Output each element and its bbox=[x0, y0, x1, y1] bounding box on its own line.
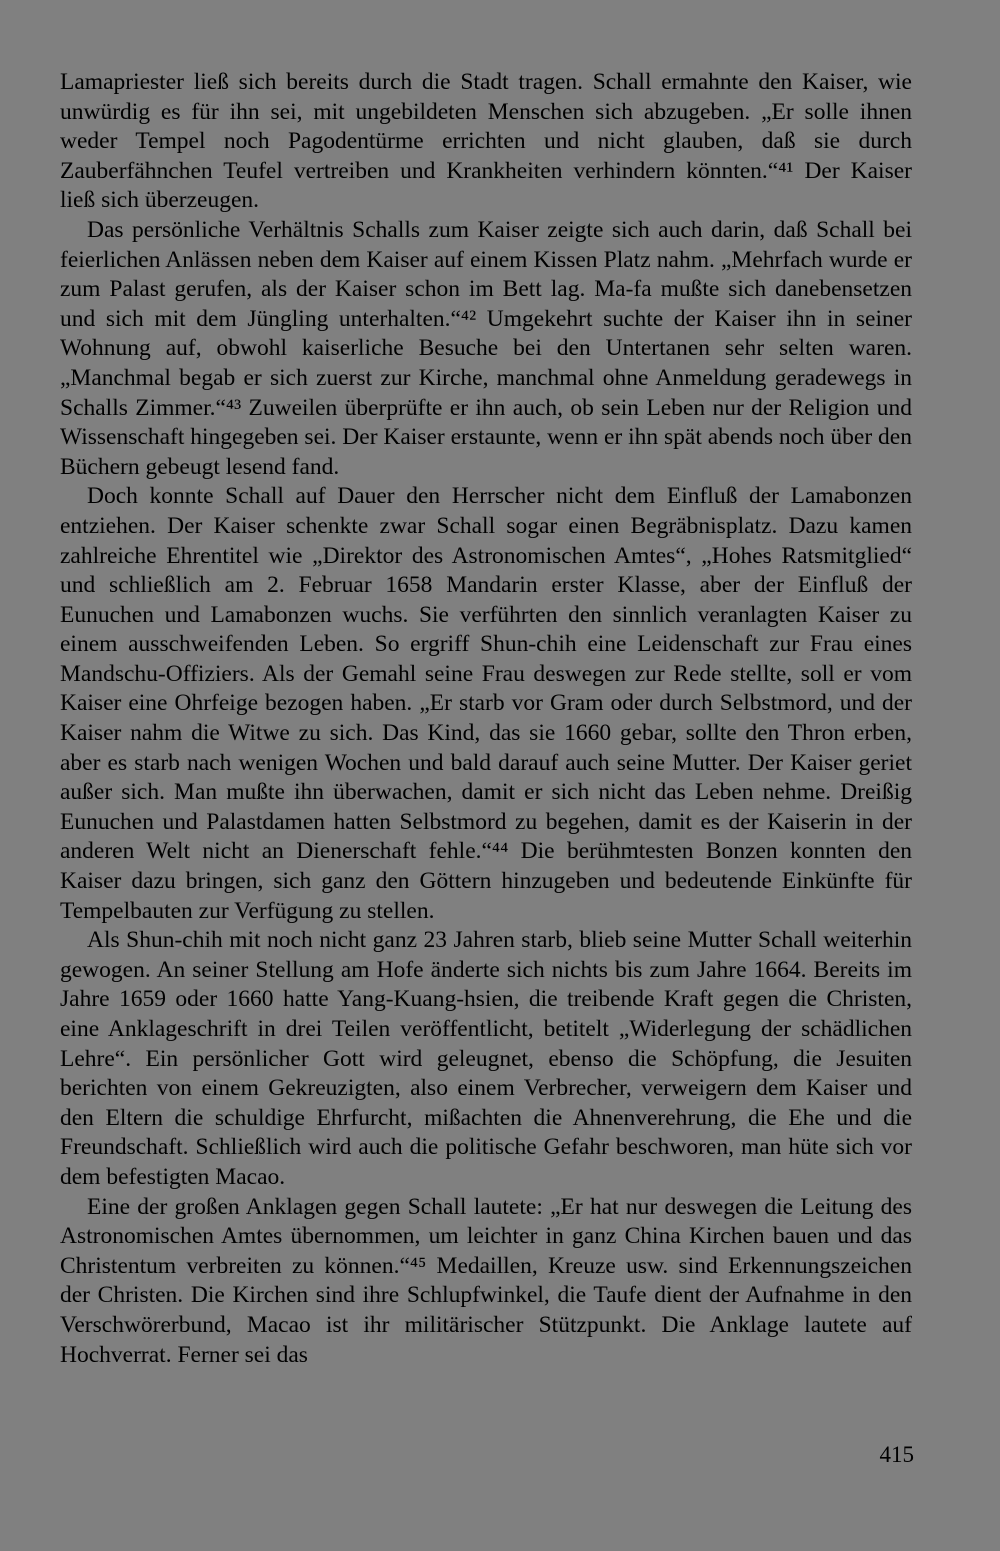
paragraph-4: Als Shun-chih mit noch nicht ganz 23 Jahren starb, blieb seine Mutter Schall weiterhin gewogen. An seiner Stellung am Hofe änderte sich nichts bis zum Jahre 1664. Bereits im Jahre 1659 oder 1660 hatte Yang-Kuang-hsien, die treibende Kraft gegen die Christen, eine Anklageschrift in drei Teilen veröffentlicht, betitelt „Widerlegung der schädlichen Lehre“. Ein persönlicher Gott wird geleugnet, ebenso die Schöpfung, die Jesuiten berichten von einem Gekreuzigten, also einem Verbrecher, verweigern dem Kaiser und den Eltern die schuldige Ehrfurcht, mißachten die Ahnenverehrung, die Ehe und die Freundschaft. Schließlich wird auch die politische Gefahr beschworen, man hüte sich vor dem befestigten Macao. bbox=[60, 927, 912, 1190]
page-number: 415 bbox=[879, 1442, 914, 1467]
paragraph-1: Lamapriester ließ sich bereits durch die Stadt tragen. Schall ermahnte den Kaiser, wie unwürdig es für ihn sei, mit ungebildeten Menschen sich abzugeben. „Er solle ihnen weder Tempel noch Pagodentürme errichten und nicht glauben, daß sie durch Zauberfähnchen Teufel vertreiben und Krankheiten verhindern könnten.“⁴¹ Der Kaiser ließ sich überzeugen. bbox=[60, 69, 912, 214]
paragraph-2: Das persönliche Verhältnis Schalls zum Kaiser zeigte sich auch darin, daß Schall bei feierlichen Anlässen neben dem Kaiser auf einem Kissen Platz nahm. „Mehrfach wurde er zum Palast gerufen, als der Kaiser schon im Bett lag. Ma-fa mußte sich danebensetzen und sich mit dem Jüngling unterhalten.“⁴² Umgekehrt suchte der Kaiser ihn in seiner Wohnung auf, obwohl kaiserliche Besuche bei den Untertanen sehr selten waren. „Manchmal begab er sich zuerst zur Kirche, manchmal ohne Anmeldung geradewegs in Schalls Zimmer.“⁴³ Zuweilen überprüfte er ihn auch, ob sein Leben nur der Religion und Wissenschaft hingegeben sei. Der Kaiser erstaunte, wenn er ihn spät abends noch über den Büchern gebeugt lesend fand. bbox=[60, 216, 912, 480]
page-body bbox=[60, 68, 912, 1370]
paragraph-5: Eine der großen Anklagen gegen Schall lautete: „Er hat nur deswegen die Leitung des Astronomischen Amtes übernommen, um leichter in ganz China Kirchen bauen und das Christentum verbreiten zu können.“⁴⁵ Medaillen, Kreuze usw. sind Erkennungszeichen der Christen. Die Kirchen sind ihre Schlupfwinkel, die Taufe dient der Aufnahme in den Verschwörerbund, Macao ist ihr militärischer Stützpunkt. Die Anklage lautete auf Hochverrat. Ferner sei das bbox=[60, 1193, 912, 1368]
paragraph-3: Doch konnte Schall auf Dauer den Herrscher nicht dem Einfluß der Lamabonzen entziehen. Der Kaiser schenkte zwar Schall sogar einen Begräbnisplatz. Dazu kamen zahlreiche Ehrentitel wie „Direktor des Astronomischen Amtes“, „Hohes Ratsmitglied“ und schließlich am 2. Februar 1658 Mandarin erster Klasse, aber der Einfluß der Eunuchen und Lamabonzen wuchs. Sie verführten den sinnlich veranlagten Kaiser zu einem ausschweifenden Leben. So ergriff Shun-chih eine Leidenschaft zur Frau eines Mandschu-Offiziers. Als der Gemahl seine Frau deswegen zur Rede stellte, soll er vom Kaiser eine Ohrfeige bezogen haben. „Er starb vor Gram oder durch Selbstmord, und der Kaiser nahm die Witwe zu sich. Das Kind, das sie 1660 gebar, sollte den Thron erben, aber es starb nach wenigen Wochen und bald darauf auch seine Mutter. Der Kaiser geriet außer sich. Man mußte ihn überwachen, damit er sich nicht das Leben nehme. Dreißig Eunuchen und Palastdamen hatten Selbstmord zu begehen, damit es der Kaiserin in der anderen Welt nicht an Dienerschaft fehle.“⁴⁴ Die berühmtesten Bonzen konnten den Kaiser dazu bringen, sich ganz den Göttern hinzugeben und bedeutende Einkünfte für Tempelbauten zur Verfügung zu stellen. bbox=[60, 483, 912, 924]
